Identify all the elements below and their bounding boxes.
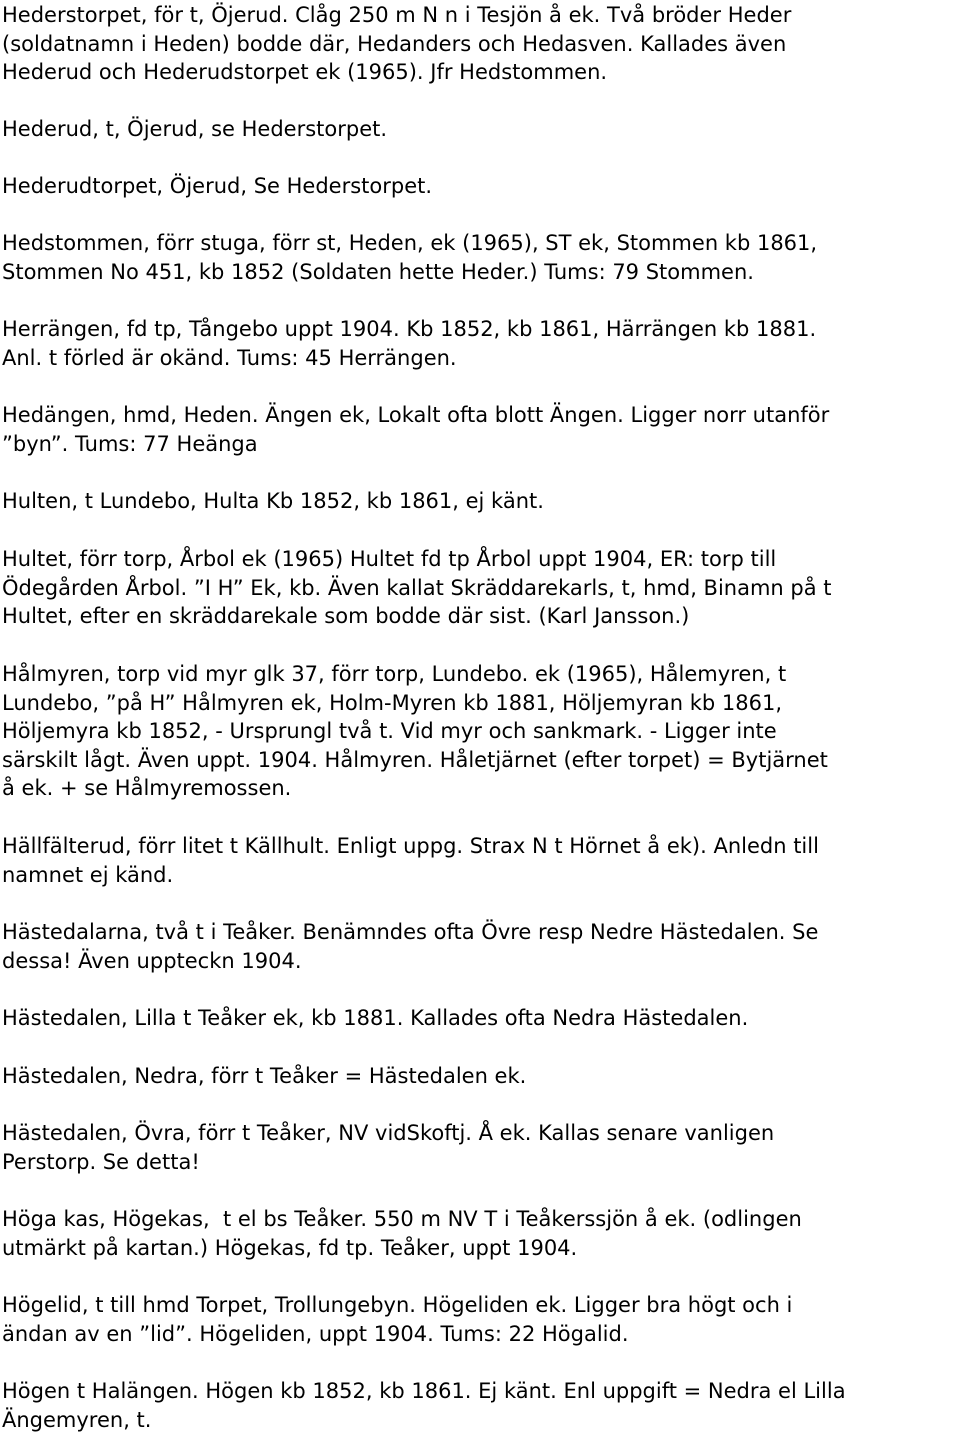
text-line: Hultet, förr torp, Årbol ek (1965) Hultet fd tp Årbol uppt 1904, ER: torp till (2, 547, 777, 571)
text-line: ändan av en ”lid”. Högeliden, uppt 1904. Tums: 22 Högalid. (2, 1321, 629, 1346)
text-line: Hedängen, hmd, Heden. Ängen ek, Lokalt ofta blott Ängen. Ligger norr utanför (2, 403, 830, 427)
text-line: Ängemyren, t. (2, 1407, 152, 1432)
text-line: Stommen No 451, kb 1852 (Soldaten hette Heder.) Tums: 79 Stommen. (2, 259, 754, 284)
text-line: Hästedalen, Lilla t Teåker ek, kb 1881. Kallades ofta Nedra Hästedalen. (2, 1006, 749, 1030)
entry-hultet (2, 545, 832, 631)
text-line: Hederud, t, Öjerud, se Hederstorpet. (2, 117, 388, 141)
text-line: Lundebo, ”på H” Hålmyren ek, Holm-Myren kb 1881, Höljemyran kb 1861, (2, 690, 783, 715)
entry-hallfalterud (2, 832, 819, 889)
text-line: Hederudtorpet, Öjerud, Se Hederstorpet. (2, 174, 433, 198)
entry-hastedalarna (2, 918, 818, 975)
entry-hedstommen (2, 229, 817, 286)
text-line: (soldatnamn i Heden) bodde där, Hedanders och Hedasven. Kallades även (2, 31, 787, 56)
text-line: Ödegården Årbol. ”I H” Ek, kb. Även kallat Skräddarekarls, t, hmd, Binamn på t (2, 575, 832, 600)
entry-hogelid (2, 1291, 792, 1348)
text-line: Hålmyren, torp vid myr glk 37, förr torp, Lundebo. ek (1965), Hålemyren, t (2, 662, 787, 686)
text-line: Hedstommen, förr stuga, förr st, Heden, ek (1965), ST ek, Stommen kb 1861, (2, 231, 818, 255)
entry-hedangen (2, 401, 829, 458)
text-line: Hederstorpet, för t, Öjerud. Clåg 250 m N n i Tesjön å ek. Två bröder Heder (2, 3, 792, 27)
entry-hogen (2, 1377, 846, 1434)
entry-hastedalen-nedra (2, 1062, 526, 1091)
entry-hederudtorpet (2, 172, 432, 201)
text-line: Hultet, efter en skräddarekale som bodde där sist. (Karl Jansson.) (2, 604, 690, 628)
text-line: Anl. t förled är okänd. Tums: 45 Herrängen. (2, 345, 457, 370)
text-line: namnet ej känd. (2, 862, 174, 887)
text-line: särskilt lågt. Även uppt. 1904. Hålmyren. Håletjärnet (efter torpet) = Bytjärnet (2, 747, 828, 772)
text-line: Hällfälterud, förr litet t Källhult. Enligt uppg. Strax N t Hörnet å ek). Anledn till (2, 834, 819, 858)
text-line: Hästedalen, Nedra, förr t Teåker = Hästedalen ek. (2, 1064, 527, 1088)
text-line: ”byn”. Tums: 77 Heänga (2, 431, 258, 456)
text-line: Hulten, t Lundebo, Hulta Kb 1852, kb 1861, ej känt. (2, 489, 544, 513)
text-line: å ek. + se Hålmyremossen. (2, 776, 292, 800)
text-line: utmärkt på kartan.) Högekas, fd tp. Teåker, uppt 1904. (2, 1235, 578, 1260)
entry-hastedalen-lilla (2, 1004, 748, 1033)
entry-halmyren (2, 660, 828, 803)
entry-hoga-kas (2, 1205, 802, 1262)
text-line: Hästedalarna, två t i Teåker. Benämndes ofta Övre resp Nedre Hästedalen. Se (2, 920, 819, 944)
entry-hulten (2, 487, 544, 516)
entry-hederud (2, 115, 387, 144)
text-line: Högelid, t till hmd Torpet, Trollungebyn. Högeliden ek. Ligger bra högt och i (2, 1293, 793, 1317)
text-line: Perstorp. Se detta! (2, 1149, 200, 1174)
text-line: Höljemyra kb 1852, - Ursprungl två t. Vid myr och sankmark. - Ligger inte (2, 719, 777, 743)
entry-herrangen (2, 315, 816, 372)
text-line: dessa! Även uppteckn 1904. (2, 948, 302, 973)
entry-hastedalen-ovra (2, 1119, 774, 1176)
entry-hederstorpet (2, 1, 791, 87)
text-line: Högen t Halängen. Högen kb 1852, kb 1861. Ej känt. Enl uppgift = Nedra el Lilla (2, 1379, 846, 1403)
text-line: Herrängen, fd tp, Tångebo uppt 1904. Kb 1852, kb 1861, Härrängen kb 1881. (2, 317, 817, 341)
text-line: Hästedalen, Övra, förr t Teåker, NV vidSkoftj. Å ek. Kallas senare vanligen (2, 1121, 775, 1145)
text-line: Höga kas, Högekas, t el bs Teåker. 550 m NV T i Teåkerssjön å ek. (odlingen (2, 1207, 802, 1231)
text-line: Hederud och Hederudstorpet ek (1965). Jfr Hedstommen. (2, 60, 608, 84)
